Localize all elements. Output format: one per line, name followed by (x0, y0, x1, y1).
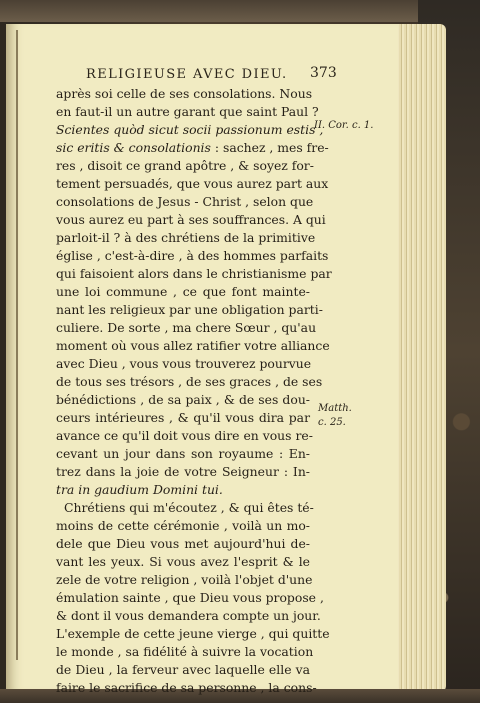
text-line (56, 139, 329, 157)
text-line: dele que Dieu vous met aujourd'hui de- (56, 536, 310, 551)
text-line: tement persuadés, que vous aurez part aux (56, 176, 329, 191)
margin-note-matthew: Matth. (318, 403, 352, 414)
running-header (86, 67, 346, 82)
text-line: après soi celle de ses consolations. Nous (56, 86, 313, 101)
text-line: cevant un jour dans son royaume : En- (56, 446, 310, 461)
text-line: consolations de Jesus - Christ , selon que (56, 194, 314, 209)
text-line: trez dans la joie de votre Seigneur : In- (56, 464, 310, 479)
text-line: avance ce qu'il doit vous dire en vous re- (56, 428, 313, 443)
text-line: avec Dieu , vous vous trouverez pourvue (56, 356, 312, 371)
text-line: L'exemple de cette jeune vierge , qui quitte (56, 626, 330, 641)
binding-top (0, 0, 480, 22)
page-edges (394, 24, 446, 692)
gutter-line (16, 30, 18, 660)
margin-note-chapter: c. 25. (318, 417, 346, 428)
text-line: tra in gaudium Domini tui. (56, 482, 223, 497)
text-line: res , disoit ce grand apôtre , & soyez for- (56, 158, 314, 173)
running-title: RELIGIEUSE AVEC DIEU. (86, 67, 288, 82)
text-line: Scientes quòd sicut socii passionum estis , (56, 122, 324, 137)
text-line: zele de votre religion , voilà l'objet d'une (56, 572, 313, 587)
text-line: qui faisoient alors dans le christianisme par (56, 266, 332, 281)
text-line: vant les yeux. Si vous avez l'esprit & le (56, 554, 310, 569)
text-line: le monde , sa fidélité à suivre la vocation (56, 644, 314, 659)
text-line: une loi commune , ce que font mainte- (56, 284, 310, 299)
text-line-rest: : sachez , mes fre- (214, 140, 329, 155)
text-line: vous aurez eu part à ses souffrances. A qui (56, 212, 326, 227)
text-line: culiere. De sorte , ma chere Sœur , qu'au (56, 320, 317, 335)
text-line: de tous ses trésors , de ses graces , de ses (56, 374, 323, 389)
text-line: parloit-il ? à des chrétiens de la primitive (56, 230, 316, 245)
page-number: 373 (310, 65, 337, 81)
text-line: bénédictions , de sa paix , & de ses dou- (56, 392, 310, 407)
latin-quote: sic eritis & consolationis (56, 140, 211, 155)
margin-note-corinthians: II. Cor. c. 1. (314, 120, 374, 131)
text-line: église , c'est-à-dire , à des hommes parfaits (56, 248, 329, 263)
text-line: moment où vous allez ratifier votre alliance (56, 338, 330, 353)
text-line: faire le sacrifice de sa personne , la cons- (56, 680, 317, 695)
text-line: de Dieu , la ferveur avec laquelle elle va (56, 662, 310, 677)
text-line: ceurs intérieures , & qu'il vous dira par (56, 410, 310, 425)
text-line: nant les religieux par une obligation parti- (56, 302, 323, 317)
text-line: moins de cette cérémonie , voilà un mo- (56, 518, 310, 533)
text-line: Chrétiens qui m'écoutez , & qui êtes té- (64, 500, 314, 515)
text-line: en faut-il un autre garant que saint Paul ? (56, 104, 319, 119)
text-line: émulation sainte , que Dieu vous propose , (56, 590, 324, 605)
text-line: & dont il vous demandera compte un jour. (56, 608, 321, 623)
